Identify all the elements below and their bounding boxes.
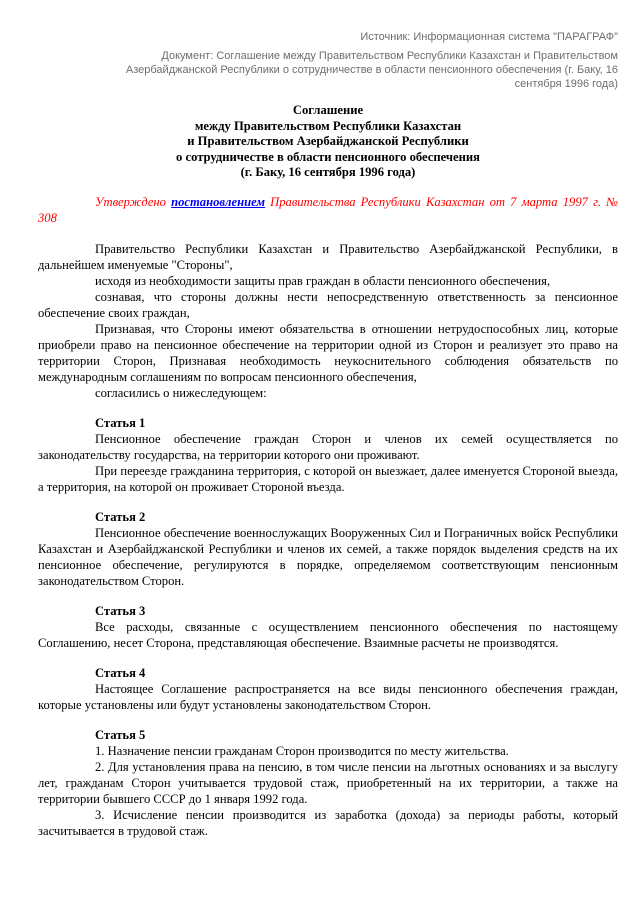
article-1-paragraph-2: При переезде гражданина территория, с которой он выезжает, далее именуется Стороной выезда, а территория, на которой он проживает Стороной въезда. [38,463,618,494]
article-4 [38,665,618,713]
title-line-5: (г. Баку, 16 сентября 1996 года) [240,165,416,179]
article-1-paragraph-1: Пенсионное обеспечение граждан Сторон и членов их семей осуществляется по законодательству государства, на территории которого они проживают. [38,431,618,462]
article-5 [38,727,618,839]
article-5-heading: Статья 5 [95,727,146,742]
article-2-heading: Статья 2 [95,509,146,524]
approval-suffix: Правительства Республики Казахстан от 7 марта 1997 г. № 308 [38,194,618,225]
article-2-paragraph-1: Пенсионное обеспечение военнослужащих Вооруженных Сил и Пограничных войск Республики Казахстан и Азербайджанской Республики и членов их семей, а также порядок выделения средств на их пенсионное обеспечение, регулируются в порядке, определяемом соответствующим пенсионным законодательством Сторон. [38,525,618,588]
article-1-heading: Статья 1 [95,415,146,430]
document-meta-line: Документ: Соглашение между Правительством Республики Казахстан и Правительством Азербайджанской Республики о сотрудничестве в области пенсионного обеспечения (г. Баку, 16 сентября 1996 года) [125,50,618,90]
article-4-paragraph-1: Настоящее Соглашение распространяется на все виды пенсионного обеспечения граждан, которые установлены или будут установлены законодательством Сторон. [38,681,618,712]
document-header [38,30,618,91]
article-3-paragraph-1: Все расходы, связанные с осуществлением пенсионного обеспечения по настоящему Соглашению, несет Сторона, представляющая обеспечение. Взаимные расчеты не производятся. [38,619,618,650]
source-line: Источник: Информационная система "ПАРАГРАФ" [360,31,618,43]
preamble-paragraph-1: Правительство Республики Казахстан и Правительство Азербайджанской Республики, в дальнейшем именуемые "Стороны", [38,241,618,272]
preamble-paragraph-2: исходя из необходимости защиты прав граждан в области пенсионного обеспечения, [95,273,551,288]
article-5-paragraph-3: 3. Исчисление пенсии производится из заработка (дохода) за периоды работы, который засчитывается в трудовой стаж. [38,807,618,838]
approval-prefix: Утверждено [95,194,172,209]
article-3 [38,603,618,651]
title-line-2: между Правительством Республики Казахстан [194,118,462,133]
resolution-link[interactable]: постановлением [171,194,265,209]
article-5-paragraph-1: 1. Назначение пенсии гражданам Сторон производится по месту жительства. [95,743,509,758]
article-1 [38,415,618,495]
title-line-1: Соглашение [292,103,364,117]
preamble-paragraph-5: согласились о нижеследующем: [95,385,267,400]
title-line-3: и Правительством Азербайджанской Республики [187,134,469,148]
article-3-heading: Статья 3 [95,603,146,618]
article-5-paragraph-2: 2. Для установления права на пенсию, в том числе пенсии на льготных основаниях и за выслугу лет, гражданам Сторон учитывается трудовой стаж, приобретенный на их территории, а также на территории бывшего СССР до 1 января 1992 года. [38,759,618,806]
article-4-heading: Статья 4 [95,665,146,680]
document-title [38,103,618,181]
preamble-paragraph-4: Признавая, что Стороны имеют обязательства в отношении нетрудоспособных лиц, которые приобрели право на пенсионное обеспечение на территории одной из Сторон и реализует это право на территории Сторон, Признавая необходимость неукоснительного соблюдения обязательств по международным соглашениям по вопросам пенсионного обеспечения, [38,321,618,384]
title-line-4: о сотрудничестве в области пенсионного обеспечения [176,149,480,164]
article-2 [38,509,618,589]
approval-note [38,194,618,226]
preamble-paragraph-3: сознавая, что стороны должны нести непосредственную ответственность за пенсионное обеспечение своих граждан, [38,289,618,320]
document-body [38,241,618,839]
